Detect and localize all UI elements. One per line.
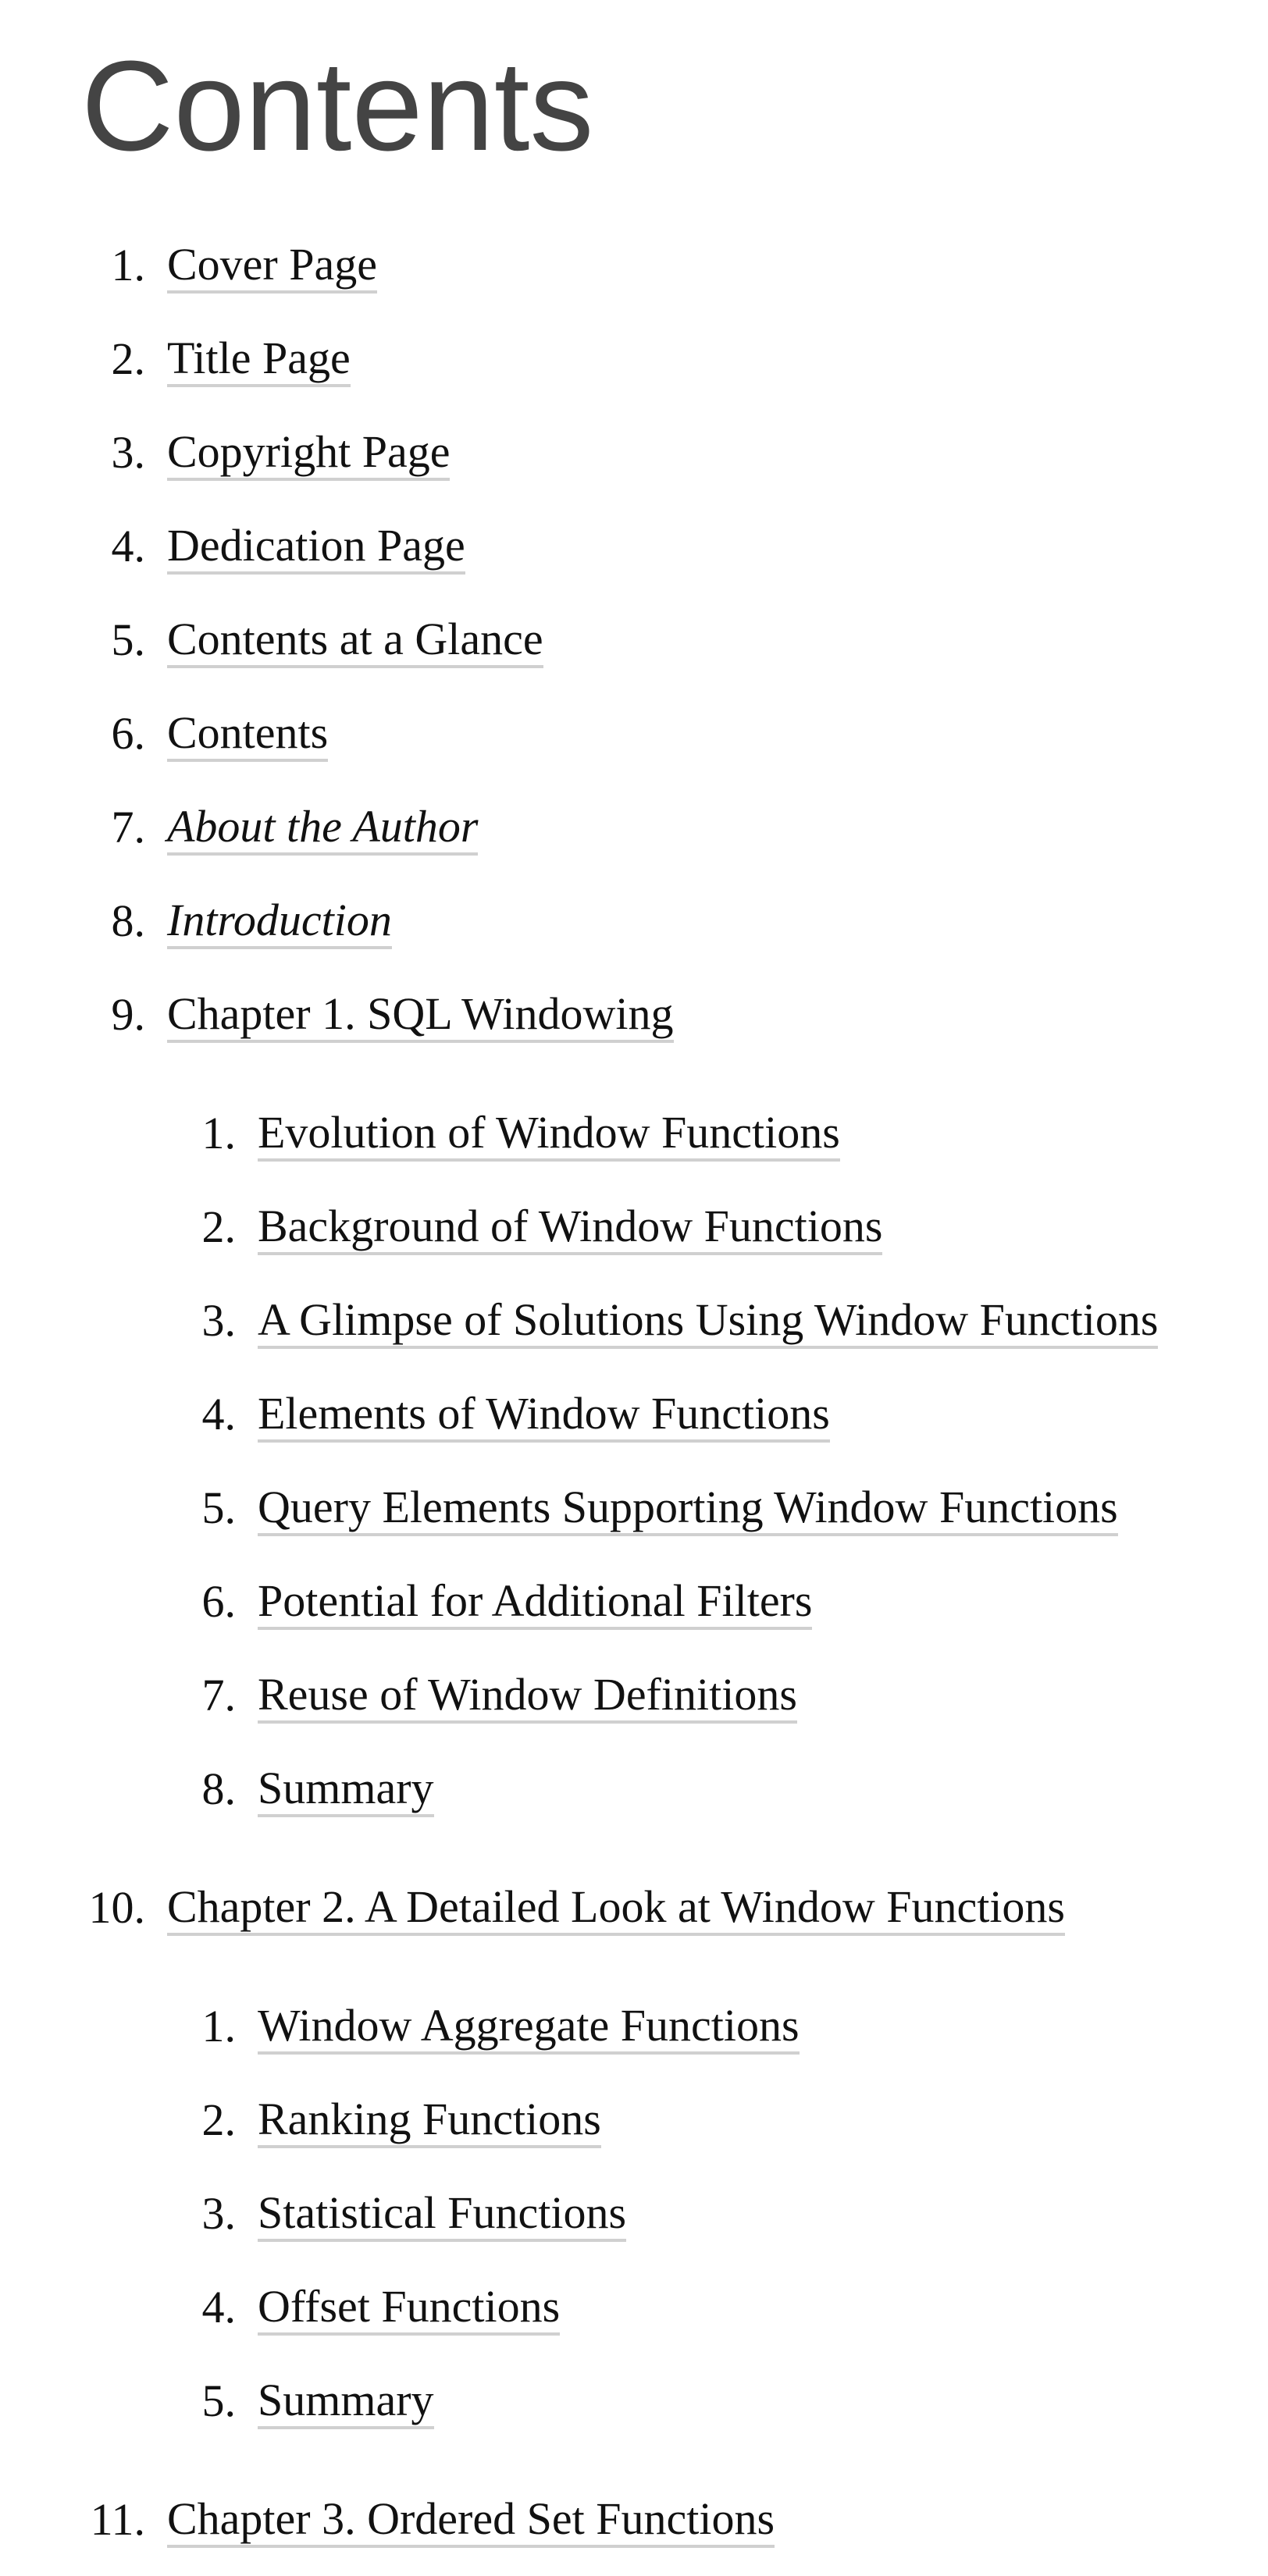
toc-link-background-of-window-functions[interactable]: Background of Window Functions [258, 1201, 882, 1255]
toc-subitem-window-aggregate-functions [0, 1992, 1268, 2061]
toc-item-contents-at-a-glance [0, 606, 1268, 674]
toc-subitem-offset-functions [0, 2273, 1268, 2342]
toc-subitem-number: 2. [201, 1201, 236, 1252]
toc-subitem-chapter-2-summary [0, 2367, 1268, 2435]
toc-item-introduction [0, 887, 1268, 955]
toc-link-copyright-page[interactable]: Copyright Page [167, 426, 450, 481]
toc-subitem-glimpse-of-solutions [0, 1286, 1268, 1355]
toc-link-title-page[interactable]: Title Page [167, 333, 351, 387]
toc-link-chapter-2[interactable]: Chapter 2. A Detailed Look at Window Functions [167, 1881, 1065, 1936]
toc-subitem-potential-additional-filters [0, 1567, 1268, 1636]
toc-subitem-statistical-functions [0, 2179, 1268, 2248]
toc-item-number: 5. [111, 614, 145, 665]
toc-link-statistical-functions[interactable]: Statistical Functions [258, 2187, 626, 2242]
toc-link-offset-functions[interactable]: Offset Functions [258, 2281, 560, 2336]
toc-link-chapter-1[interactable]: Chapter 1. SQL Windowing [167, 988, 674, 1043]
toc-item-chapter-2 [0, 1873, 1268, 1942]
toc-item-number: 9. [111, 989, 145, 1040]
toc-link-contents[interactable]: Contents [167, 707, 328, 762]
toc-subitem-number: 5. [201, 2375, 236, 2426]
toc-item-number: 2. [111, 333, 145, 384]
toc-subitem-number: 3. [201, 2188, 236, 2239]
toc-subitem-evolution-of-window-functions [0, 1099, 1268, 1168]
page-title: Contents [81, 34, 594, 177]
toc-subitem-number: 7. [201, 1670, 236, 1720]
toc-subitem-number: 3. [201, 1295, 236, 1346]
toc-item-number: 1. [111, 240, 145, 290]
toc-item-chapter-3 [0, 2485, 1268, 2554]
toc-link-introduction[interactable]: Introduction [167, 895, 392, 949]
toc-subitem-number: 8. [201, 1763, 236, 1814]
toc-link-cover-page[interactable]: Cover Page [167, 239, 377, 294]
toc-subitem-query-elements [0, 1474, 1268, 1542]
toc-subitem-elements-of-window-functions [0, 1380, 1268, 1449]
toc-link-window-aggregate-functions[interactable]: Window Aggregate Functions [258, 2000, 800, 2055]
toc-item-dedication-page [0, 512, 1268, 581]
toc-link-evolution-of-window-functions[interactable]: Evolution of Window Functions [258, 1107, 840, 1162]
toc-item-number: 8. [111, 895, 145, 946]
toc-subitem-number: 6. [201, 1576, 236, 1627]
toc-item-title-page [0, 325, 1268, 393]
toc-subitem-ranking-functions [0, 2086, 1268, 2154]
toc-subitem-background-of-window-functions [0, 1193, 1268, 1261]
toc-link-chapter-3[interactable]: Chapter 3. Ordered Set Functions [167, 2493, 775, 2548]
toc-link-dedication-page[interactable]: Dedication Page [167, 520, 465, 575]
toc-item-cover-page [0, 231, 1268, 300]
toc-link-about-the-author[interactable]: About the Author [167, 801, 478, 856]
toc-subitem-number: 2. [201, 2094, 236, 2145]
toc-item-number: 6. [111, 708, 145, 759]
toc-item-number: 4. [111, 521, 145, 571]
toc-item-copyright-page [0, 418, 1268, 487]
toc-link-glimpse-of-solutions[interactable]: A Glimpse of Solutions Using Window Functions [258, 1294, 1158, 1349]
toc-link-query-elements[interactable]: Query Elements Supporting Window Functions [258, 1482, 1118, 1536]
toc-link-elements-of-window-functions[interactable]: Elements of Window Functions [258, 1388, 830, 1443]
toc-item-about-the-author [0, 793, 1268, 862]
toc-item-number: 10. [88, 1882, 145, 1933]
toc-subitem-number: 1. [201, 1108, 236, 1158]
toc-link-reuse-of-window-definitions[interactable]: Reuse of Window Definitions [258, 1669, 797, 1724]
toc-link-contents-at-a-glance[interactable]: Contents at a Glance [167, 614, 543, 668]
toc-item-number: 7. [111, 802, 145, 852]
toc-link-chapter-1-summary[interactable]: Summary [258, 1763, 434, 1817]
toc-item-contents [0, 699, 1268, 768]
toc-link-potential-additional-filters[interactable]: Potential for Additional Filters [258, 1575, 812, 1630]
toc-item-number: 11. [90, 2494, 145, 2545]
toc-subitem-number: 1. [201, 2001, 236, 2051]
toc-item-number: 3. [111, 427, 145, 478]
toc-link-chapter-2-summary[interactable]: Summary [258, 2375, 434, 2429]
toc-item-chapter-1 [0, 980, 1268, 1049]
toc-subitem-chapter-1-summary [0, 1755, 1268, 1823]
toc-subitem-number: 5. [201, 1482, 236, 1533]
toc-subitem-number: 4. [201, 2282, 236, 2332]
toc-link-ranking-functions[interactable]: Ranking Functions [258, 2094, 601, 2148]
toc-subitem-reuse-of-window-definitions [0, 1661, 1268, 1730]
toc-subitem-number: 4. [201, 1389, 236, 1439]
